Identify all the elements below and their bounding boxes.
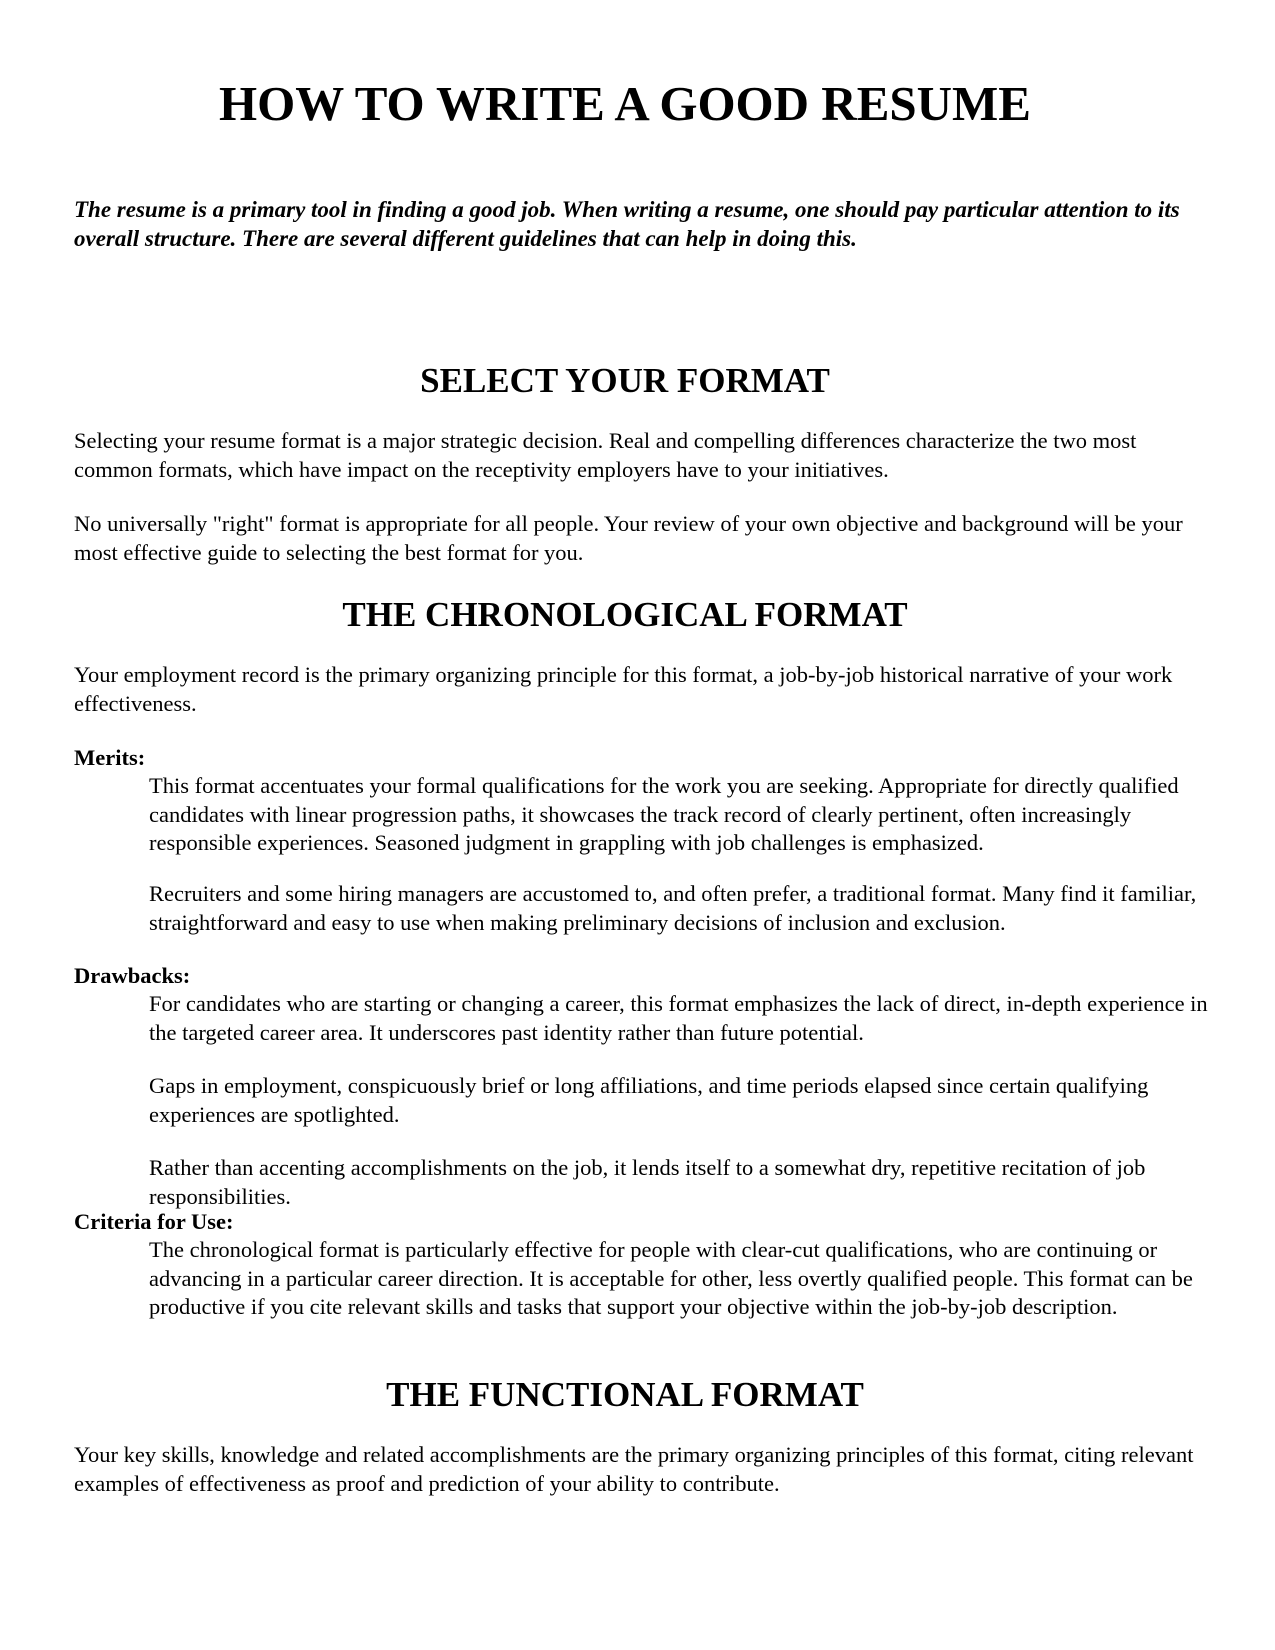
heading-chronological-format: THE CHRONOLOGICAL FORMAT <box>342 595 908 634</box>
select-format-paragraph-1: Selecting your resume format is a major strategic decision. Real and compelling differences characterize the two most common formats, which have impact on the receptivity employers have to your initiatives. <box>74 428 1137 482</box>
merits-paragraph-2: Recruiters and some hiring managers are accustomed to, and often prefer, a traditional format. Many find it familiar, straightforward and easy to use when making preliminary decisions of inclusion and exclusion. <box>149 881 1197 935</box>
criteria-paragraph: The chronological format is particularly effective for people with clear-cut qualifications, who are continuing or advancing in a particular career direction. It is acceptable for other, less overtly qualified people. This format can be productive if you cite relevant skills and tasks that support your objective within the job-by-job description. <box>149 1237 1193 1319</box>
heading-functional-format: THE FUNCTIONAL FORMAT <box>386 1375 864 1414</box>
merits-label: Merits: <box>74 745 146 770</box>
merits-paragraph-1: This format accentuates your formal qualifications for the work you are seeking. Appropriate for directly qualified candidates with linear progression paths, it showcases the track record of clearly pertinent, often increasingly responsible experiences. Seasoned judgment in grappling with job challenges is emphasized. <box>149 773 1179 855</box>
heading-select-your-format: SELECT YOUR FORMAT <box>420 361 830 400</box>
drawbacks-paragraph-1: For candidates who are starting or changing a career, this format emphasizes the lack of direct, in-depth experience in the targeted career area. It underscores past identity rather than future potential. <box>149 991 1208 1045</box>
drawbacks-paragraph-3: Rather than accenting accomplishments on the job, it lends itself to a somewhat dry, repetitive recitation of job responsibilities. <box>149 1155 1146 1209</box>
drawbacks-paragraph-2: Gaps in employment, conspicuously brief or long affiliations, and time periods elapsed since certain qualifying experiences are spotlighted. <box>149 1073 1149 1127</box>
criteria-label: Criteria for Use: <box>74 1209 234 1234</box>
functional-intro-paragraph: Your key skills, knowledge and related accomplishments are the primary organizing principles of this format, citing relevant examples of effectiveness as proof and prediction of your ability to contribute. <box>74 1442 1194 1496</box>
select-format-paragraph-2: No universally "right" format is appropriate for all people. Your review of your own objective and background will be your most effective guide to selecting the best format for you. <box>74 511 1183 565</box>
document-title: HOW TO WRITE A GOOD RESUME <box>219 76 1031 131</box>
intro-paragraph: The resume is a primary tool in finding a good job. When writing a resume, one should pay particular attention to its overall structure. There are several different guidelines that can help in doing this. <box>74 197 1180 251</box>
chronological-intro-paragraph: Your employment record is the primary organizing principle for this format, a job-by-job historical narrative of your work effectiveness. <box>74 662 1173 716</box>
drawbacks-label: Drawbacks: <box>74 963 191 988</box>
